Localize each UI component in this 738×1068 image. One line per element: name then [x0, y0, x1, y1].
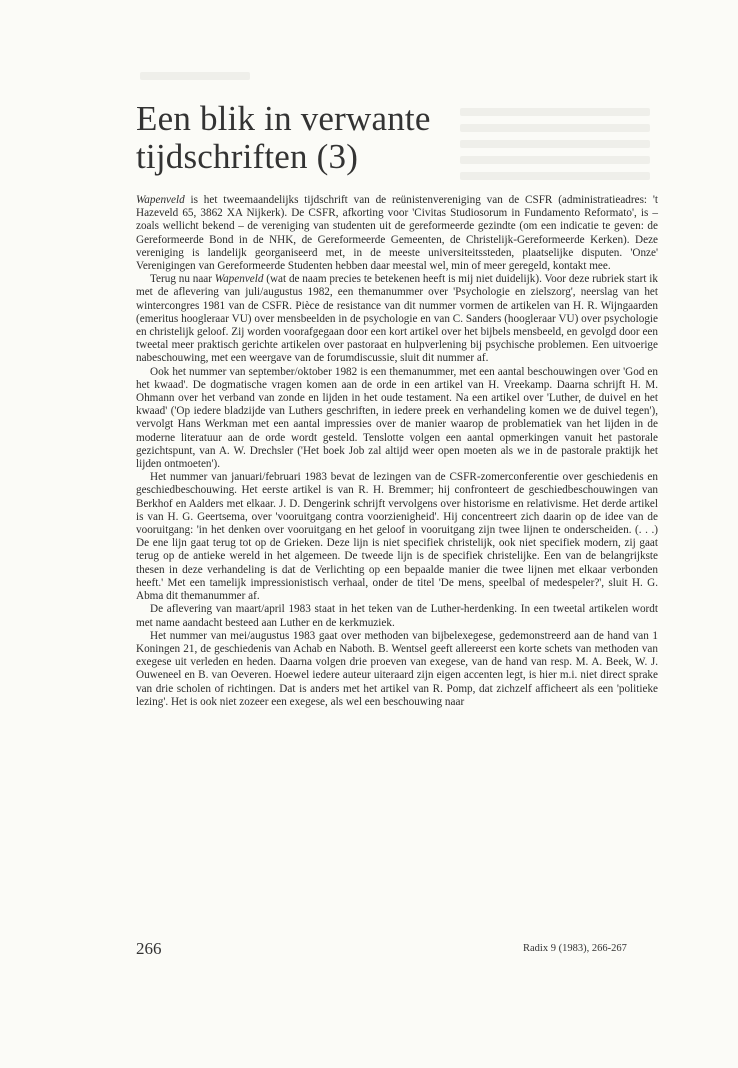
article-title	[136, 100, 431, 176]
bleed-through-mark	[460, 172, 650, 180]
bleed-through-mark	[460, 108, 650, 116]
paragraph-6: Het nummer van mei/augustus 1983 gaat over methoden van bijbelexegese, gedemonstreerd aan de hand van 1 Koningen 21, de geschiedenis van Achab en Naboth. B. Wentsel geeft allereerst een korte schets van methoden van exegese uit verleden en heden. Daarna volgen drie proeven van exegese, van de hand van resp. M. A. Beek, W. J. Ouweneel en B. van Oeveren. Hoewel iedere auteur uiteraard zijn eigen accenten legt, is hier m.i. niet direct sprake van drie scholen of richtingen. Dat is anders met het artikel van R. Pomp, dat zichzelf afficheert als een 'politieke lezing'. Het is ook niet zozeer een exegese, als wel een beschouwing naar	[136, 629, 658, 708]
paragraph-2-lead: Terug nu naar	[150, 273, 215, 286]
paragraph-1-text: is het tweemaandelijks tijdschrift van de reünistenvereniging van de CSFR (administratieadres: 't Hazeveld 65, 3862 XA Nijkerk). De CSFR, afkorting voor 'Civitas Studiosorum in Fundamento Reformato', is – zoals wellicht bekend – de vereniging van studenten uit de gereformeerde gezindte (om een indicatie te geven: de Gereformeerde Bond in de NHK, de Gereformeerde Gemeenten, de Christelijk-Gereformeerde Kerken). Deze vereniging is landelijk georganiseerd met, in de meeste universiteitssteden, plaatselijke disputen. 'Onze' Verenigingen van Gereformeerde Studenten hebben daar meestal wel, min of meer geregeld, kontakt mee.	[136, 194, 658, 273]
paragraph-2	[136, 273, 658, 365]
bleed-through-mark	[140, 72, 250, 80]
paragraph-2-text: (wat de naam precies te betekenen heeft is mij niet duidelijk). Voor deze rubriek start ik met de aflevering van juli/augustus 1982, een themanummer over 'Psychologie en zielszorg', neerslag van het wintercongres 1981 van de CSFR. Pièce de resistance van dit nummer vormen de artikelen van H. R. Wijngaarden (emeritus hoogleraar VU) over mensbeelden in de psychologie en van C. Sanders (hoogleraar VU) over psychologie en christelijk geloof. Zij worden voorafgegaan door een kort artikel over het bijbels mensbeeld, en gevolgd door een tweetal meer praktisch gerichte artikelen over pastoraat en hulpverlening bij psychische problemen. Een uitvoerige nabeschouwing, met een weergave van de forumdiscussie, sluit dit nummer af.	[136, 273, 658, 365]
paragraph-5: De aflevering van maart/april 1983 staat in het teken van de Luther-herdenking. In een tweetal artikelen wordt met name aandacht besteed aan Luther en de kerkmuziek.	[136, 603, 658, 629]
title-line-2: tijdschriften (3)	[136, 137, 359, 176]
journal-name: Wapenveld	[136, 194, 185, 206]
bleed-through-mark	[460, 140, 650, 148]
paragraph-1	[136, 194, 658, 273]
paragraph-3: Ook het nummer van september/oktober 1982 is een themanummer, met een aantal beschouwingen over 'God en het kwaad'. De dogmatische vragen komen aan de orde in een artikel van H. Vreekamp. Daarna schrijft H. M. Ohmann over het verband van zonde en lijden in het oude testament. Na een artikel over 'Luther, de duivel en het kwaad' ('Op iedere bladzijde van Luthers geschriften, in iedere preek en verhandeling komen we de duivel tegen'), vervolgt Hans Werkman met een aantal impressies over de manier waarop de problematiek van het lijden in de moderne literatuur aan de orde wordt gesteld. Tenslotte volgen een aantal opmerkingen vanuit het pastorale gezichtspunt, van A. W. Drechsler ('Het boek Job zal altijd weer open moeten als we in de pastorale praktijk het lijden ontmoeten').	[136, 365, 658, 471]
paragraph-4: Het nummer van januari/februari 1983 bevat de lezingen van de CSFR-zomerconferentie over geschiedenis en geschiedbeschouwing. Het eerste artikel is van R. H. Bremmer; hij confronteert de geschiedbeschouwingen van Berkhof en Aalders met elkaar. J. D. Dengerink schrijft vervolgens over historisme en relativisme. Het derde artikel is van H. G. Geertsema, over 'vooruitgang contra voorzienigheid'. Hij concentreert zich daarin op de idee van de vooruitgang: 'in het denken over vooruitgang en het geloof in vooruitgang zijn twee lijnen te onderscheiden. (. . .) De ene lijn gaat terug tot op de Grieken. Deze lijn is niet specifiek christelijk, ook niet specifiek modern, zij gaat terug op de antieke wereld in het algemeen. De tweede lijn is de specifiek christelijke. Een van de belangrijkste thesen in deze verhandeling is dat de Verlichting op een bepaalde manier die twee lijnen met elkaar verbonden heeft.' Met een tamelijk impressionistisch verhaal, onder de titel 'De mens, speelbal of medespeler?', sluit H. G. Abma dit themanummer af.	[136, 471, 658, 603]
journal-name: Wapenveld	[214, 273, 264, 286]
bleed-through-mark	[460, 156, 650, 164]
journal-citation: Radix 9 (1983), 266-267	[523, 943, 627, 954]
title-line-1: Een blik in verwante	[136, 99, 431, 138]
page-number: 266	[136, 939, 162, 958]
article-body	[136, 194, 658, 709]
bleed-through-mark	[460, 124, 650, 132]
